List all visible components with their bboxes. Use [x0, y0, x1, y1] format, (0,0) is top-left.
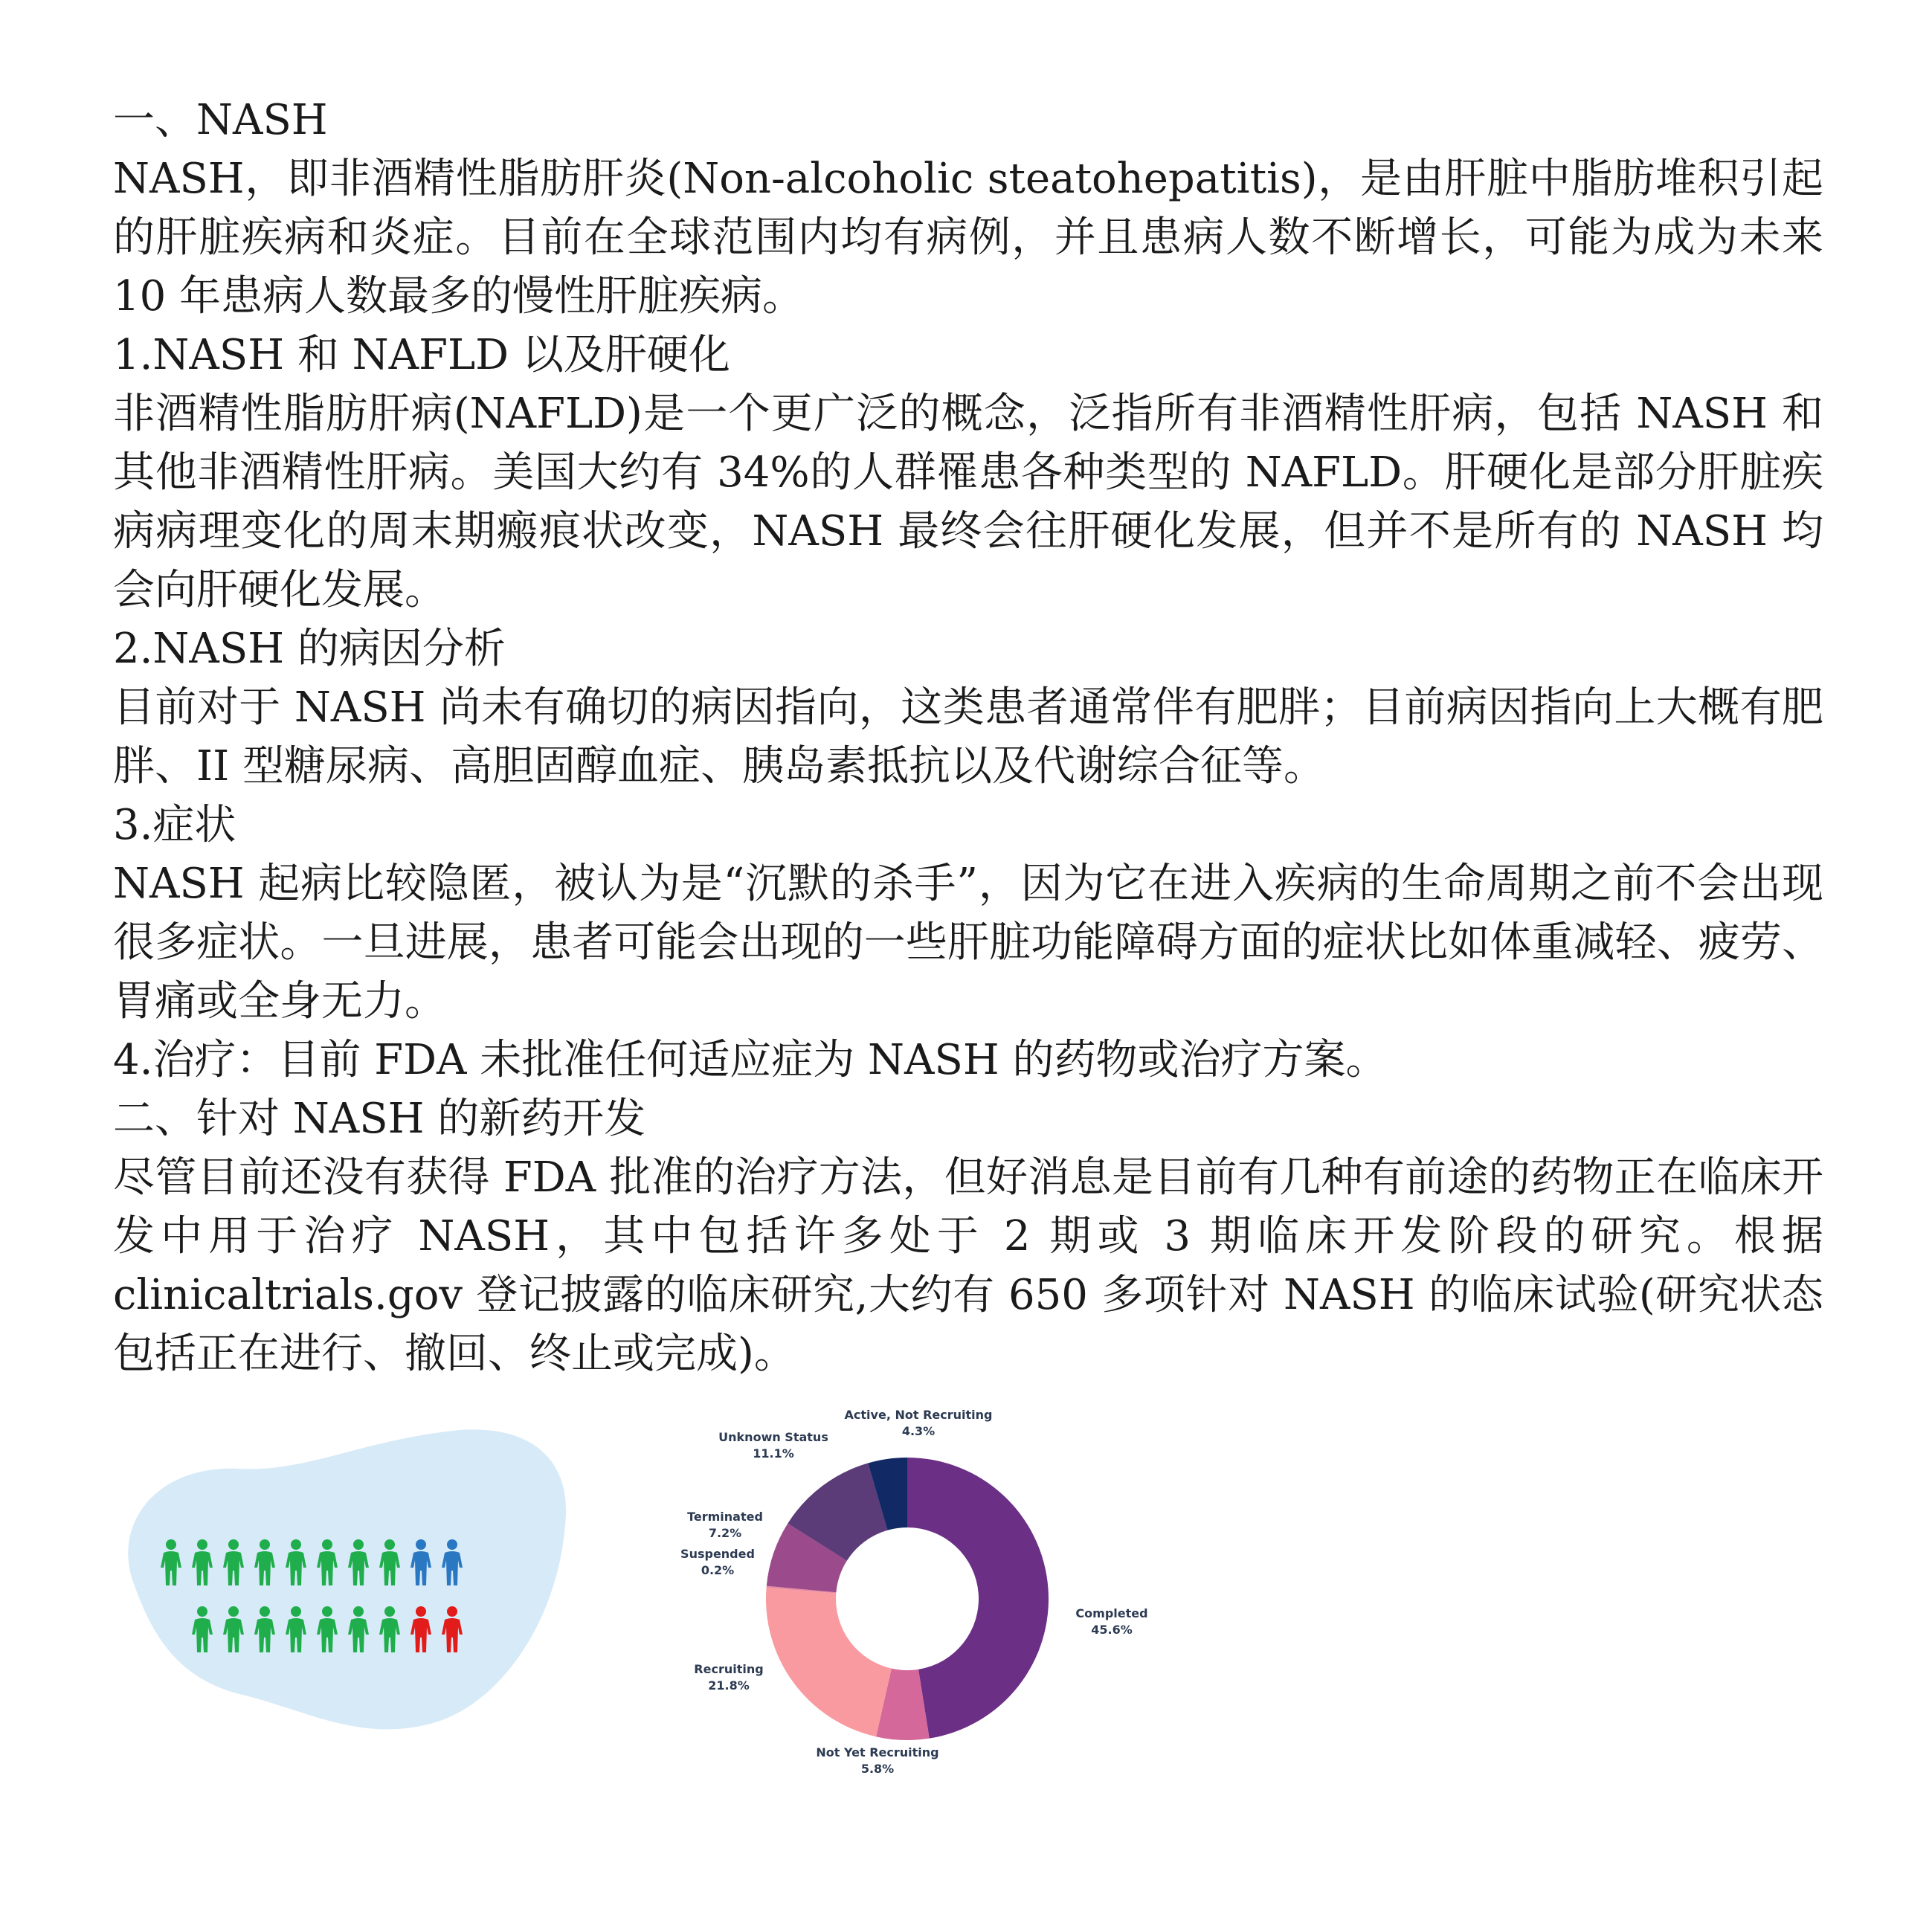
donut-chart: [766, 1458, 1049, 1740]
section-heading: 3.症状: [113, 801, 236, 849]
body-paragraph: 尽管目前还没有获得 FDA 批准的治疗方法，但好消息是目前有几种有前途的药物正在临床开发中用于治疗 NASH，其中包括许多处于 2 期或 3 期临床开发阶段的研究。根据clinicaltrials.gov 登记披露的临床研究,大约有 650 多项针对 NASH 的临床试验(研究状态包括正在进行、撤回、终止或完成)。: [113, 1153, 1823, 1378]
article-body: [113, 91, 1823, 1383]
figure-svg: [112, 1398, 1190, 1785]
slice-value-label: 7.2%: [708, 1526, 742, 1540]
slice-value-label: 21.8%: [708, 1678, 750, 1693]
slice-value-label: 45.6%: [1091, 1623, 1133, 1637]
slice-value-label: 5.8%: [860, 1762, 895, 1776]
slice-label: Recruiting: [694, 1662, 764, 1676]
body-paragraph: 非酒精性脂肪肝病(NAFLD)是一个更广泛的概念，泛指所有非酒精性肝病，包括 NASH 和其他非酒精性肝病。美国大约有 34%的人群罹患各种类型的 NAFLD。肝硬化是部分肝脏疾病病理变化的周末期瘢痕状改变，NASH 最终会往肝硬化发展，但并不是所有的 NASH 均会向肝硬化发展。: [113, 390, 1823, 614]
slice-label: Terminated: [687, 1510, 763, 1524]
body-paragraph: NASH 起病比较隐匿，被认为是“沉默的杀手”，因为它在进入疾病的生命周期之前不会出现很多症状。一旦进展，患者可能会出现的一些肝脏功能障碍方面的症状比如体重减轻、疲劳、胃痛或全身无力。: [113, 860, 1823, 1025]
slice-value-label: 11.1%: [753, 1446, 794, 1461]
light-blue-blob: [128, 1429, 566, 1729]
slice-value-label: 0.2%: [701, 1563, 735, 1577]
slice-value-label: 4.3%: [901, 1424, 936, 1438]
donut-slice-recruiting: [766, 1588, 892, 1736]
figure-area: [112, 1398, 1190, 1785]
section-heading: 2.NASH 的病因分析: [113, 625, 506, 673]
section-heading: 一、NASH: [113, 96, 328, 144]
donut-slice-completed: [907, 1458, 1049, 1739]
body-paragraph: 目前对于 NASH 尚未有确切的病因指向，这类患者通常伴有肥胖；目前病因指向上大概有肥胖、II 型糖尿病、高胆固醇血症、胰岛素抵抗以及代谢综合征等。: [113, 683, 1823, 790]
slice-label: Active, Not Recruiting: [844, 1408, 993, 1422]
slice-label: Not Yet Recruiting: [816, 1745, 939, 1759]
slice-label: Completed: [1075, 1606, 1148, 1620]
body-paragraph: NASH，即非酒精性脂肪肝炎(Non-alcoholic steatohepatitis)，是由肝脏中脂肪堆积引起的肝脏疾病和炎症。目前在全球范围内均有病例，并且患病人数不断增长，可能为成为未来 10 年患病人数最多的慢性肝脏疾病。: [113, 155, 1823, 321]
section-heading: 4.治疗：目前 FDA 未批准任何适应症为 NASH 的药物或治疗方案。: [113, 1036, 1388, 1084]
section-heading: 1.NASH 和 NAFLD 以及肝硬化: [113, 331, 730, 379]
slice-label: Suspended: [680, 1547, 755, 1561]
slice-label: Unknown Status: [718, 1430, 828, 1444]
section-heading: 二、针对 NASH 的新药开发: [113, 1095, 646, 1143]
